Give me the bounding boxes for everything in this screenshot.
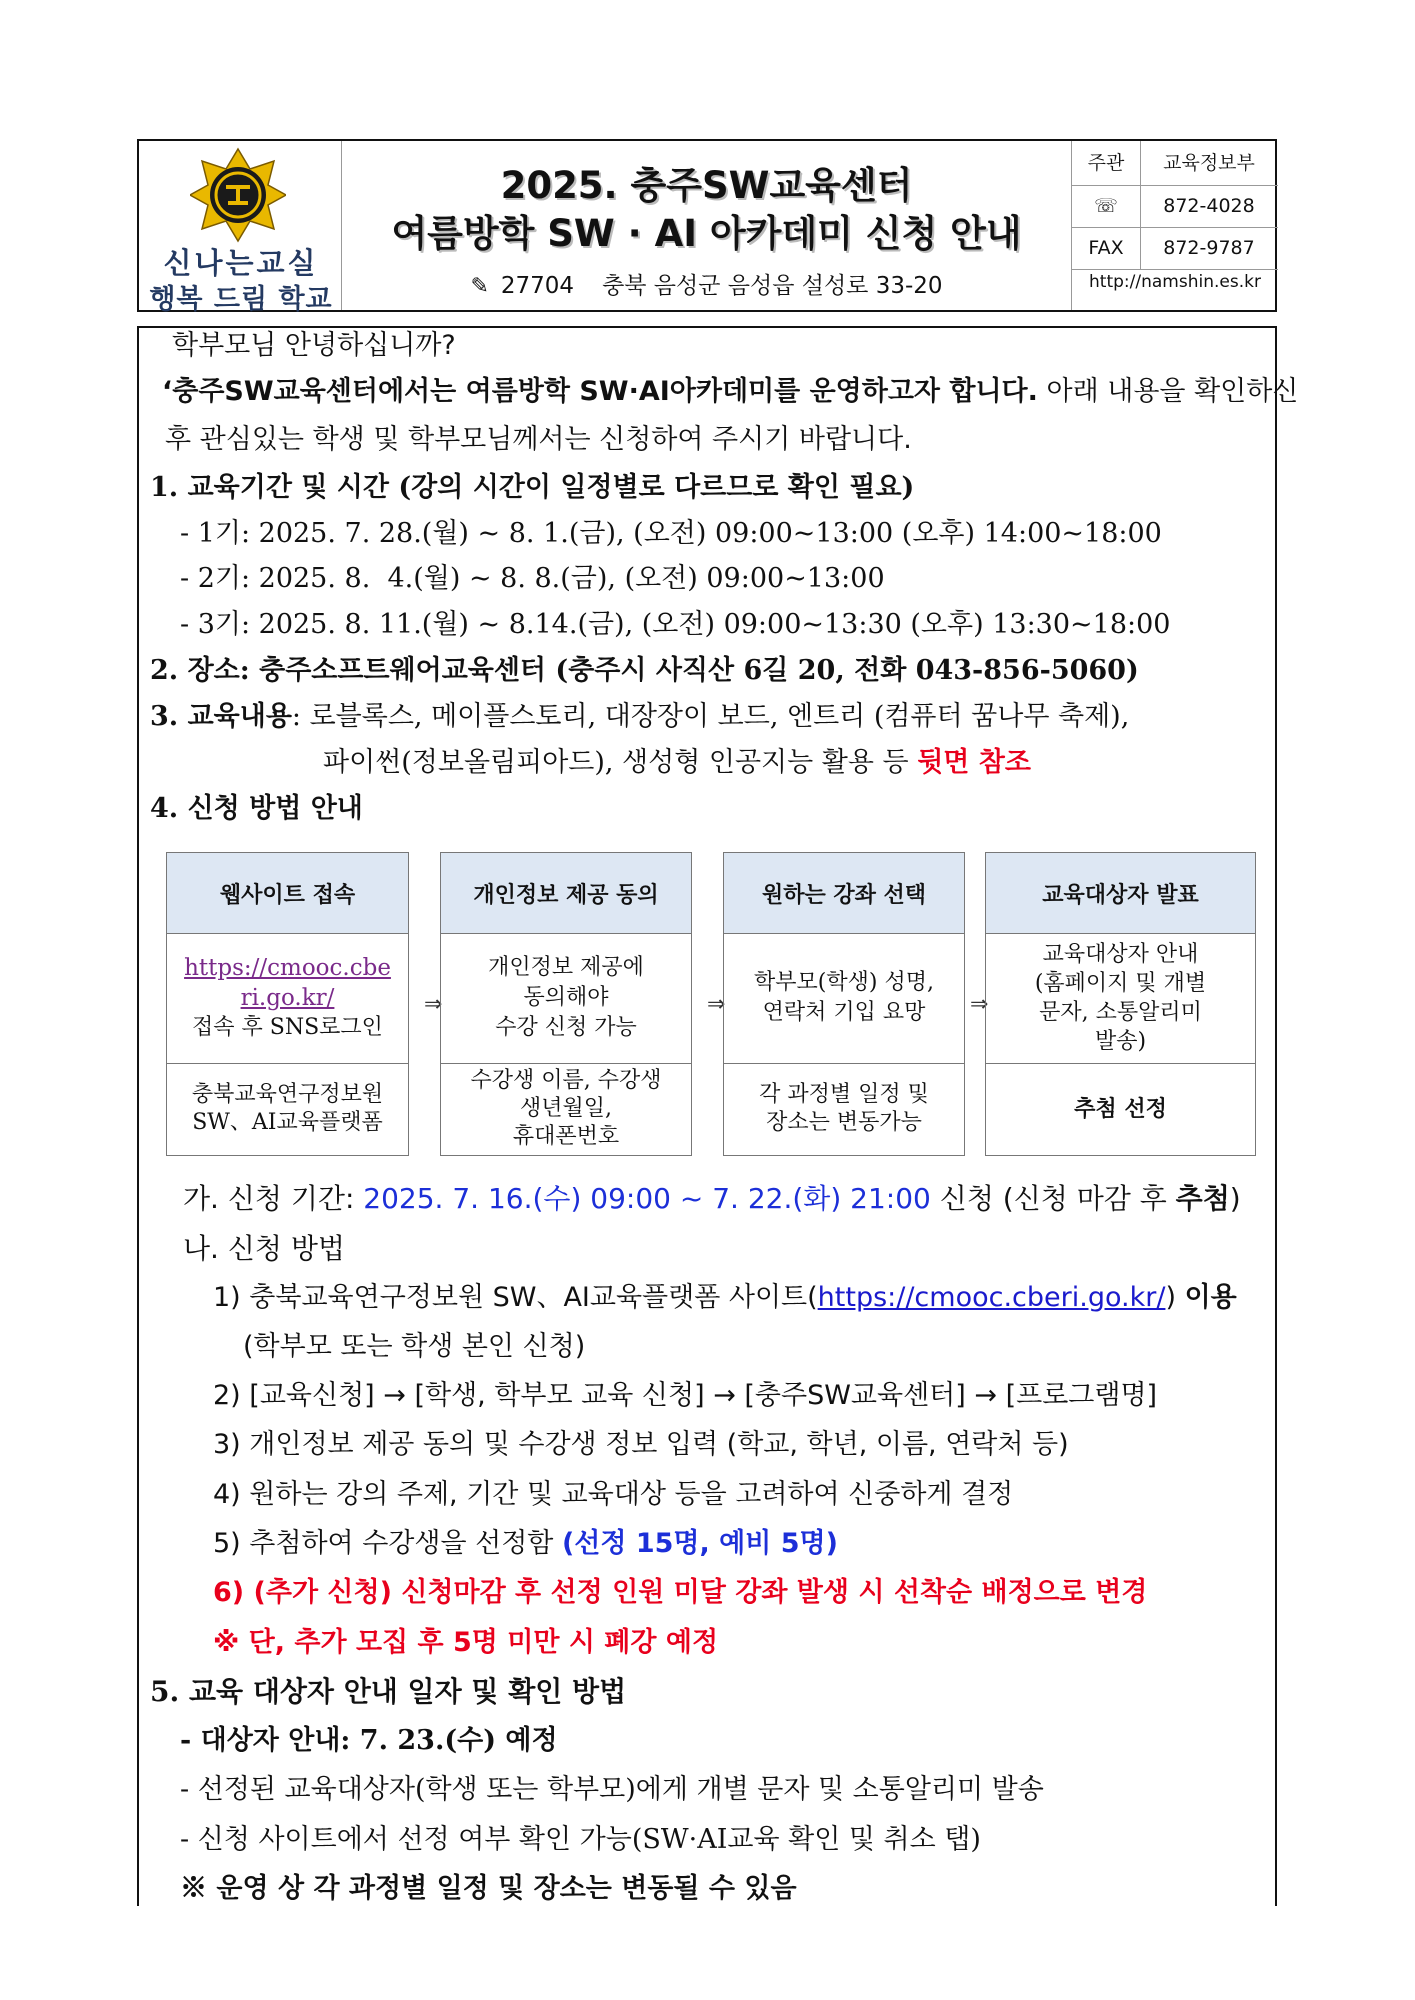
phone-number: 872-4028 (1163, 195, 1255, 217)
schedule-change-note: ※ 운영 상 각 과정별 일정 및 장소는 변동될 수 있음 (180, 1873, 797, 1904)
apply-step-5-text: 5) 추첨하여 수강생을 선정함 (213, 1528, 562, 1559)
flow-step-2-mid-line2: 동의해야 (523, 985, 609, 1010)
fax-label: FAX (1072, 227, 1141, 269)
section1-heading: 1. 교육기간 및 시간 (강의 시간이 일정별로 다르므로 확인 필요) (150, 472, 915, 503)
flow-step-4-bottom-line1: 추첨 선정 (1074, 1096, 1167, 1122)
flow-step-3-mid-line2: 연락처 기입 요망 (762, 1000, 926, 1025)
apply-period-label: 가. 신청 기간: (183, 1182, 364, 1215)
see-back-note: 뒷면 참조 (917, 747, 1031, 778)
flow-step-1-bottom-line2: SW、AI교육플랫폼 (192, 1110, 383, 1135)
postcode: 27704 (500, 273, 575, 299)
flow-step-1-bottom (167, 1063, 408, 1155)
flow-step-4-head: 교육대상자 발표 (986, 853, 1255, 934)
flow-step-2-bottom-line1: 수강생 이름, 수강생 (470, 1068, 662, 1093)
cmooc-site-link[interactable]: https://cmooc.cberi.go.kr/ (817, 1282, 1166, 1313)
section3-label: 3. 교육내용 (150, 701, 292, 732)
phone-row (1072, 185, 1278, 228)
apply-method-heading: 나. 신청 방법 (183, 1232, 345, 1265)
apply-step-6: 6) (추가 신청) 신청마감 후 선정 인원 미달 강좌 발생 시 선착순 배정으로 변경 (213, 1577, 1148, 1608)
logo-text-top: 신나는교실 (163, 246, 319, 280)
flow-step-2-mid (441, 933, 691, 1064)
flow-arrow-2: ⇒ (707, 992, 726, 1017)
flow-step-3-mid (724, 933, 964, 1064)
flow-step-3-bottom-line2: 장소는 변동가능 (766, 1110, 922, 1135)
section3-content2: 파이썬(정보올림피아드), 생성형 인공지능 활용 등 (323, 747, 918, 778)
school-address (342, 267, 1071, 300)
phone-icon: ☏ (1072, 185, 1141, 227)
intro-line1 (162, 376, 1298, 408)
address-text: 충북 음성군 음성읍 설성로 33-20 (602, 273, 943, 299)
apply-period (183, 1183, 1241, 1215)
flow-arrow-1: ⇒ (424, 992, 443, 1017)
flow-step-2-bottom-line3: 휴대폰번호 (512, 1124, 620, 1149)
apply-step-1 (213, 1282, 1237, 1314)
schedule-item-3: - 3기: 2025. 8. 11.(월) ~ 8.14.(금), (오전) 09:00~13:30 (오후) 13:30~18:00 (180, 609, 1171, 640)
document-header (137, 139, 1277, 315)
dept-value: 교육정보부 (1163, 152, 1255, 174)
cmooc-link-part2[interactable]: ri.go.kr/ (240, 985, 335, 1011)
section3-line2 (323, 747, 1031, 779)
check-method: - 신청 사이트에서 선정 여부 확인 가능(SW·AI교육 확인 및 취소 탭) (180, 1824, 981, 1855)
apply-step-1-close: ) (1165, 1282, 1185, 1313)
apply-step-4: 4) 원하는 강의 주제, 기간 및 교육대상 등을 고려하여 신중하게 결정 (213, 1479, 1014, 1510)
flow-step-4-mid-line2: (홈페이지 및 개별 (1034, 971, 1207, 996)
flow-step-2-mid-line1: 개인정보 제공에 (488, 955, 644, 980)
logo-text-bottom: 행복 드림 학교 (149, 284, 333, 315)
intro-line2: 후 관심있는 학생 및 학부모님께서는 신청하여 주시기 바랍니다. (165, 424, 912, 455)
intro-rest: 아래 내용을 확인하신 (1037, 376, 1299, 407)
section3-line1 (150, 701, 1129, 733)
flow-step-select-course (723, 852, 965, 1156)
apply-period-end: ) (1229, 1182, 1241, 1215)
schedule-item-1: - 1기: 2025. 7. 28.(월) ~ 8. 1.(금), (오전) 09:00~13:00 (오후) 14:00~18:00 (180, 518, 1162, 549)
flow-step-1-desc: 접속 후 SNS로그인 (192, 1015, 383, 1040)
selection-count: (선정 15명, 예비 5명) (561, 1528, 838, 1559)
flow-step-3-bottom (724, 1063, 964, 1155)
flow-step-2-bottom-line2: 생년월일, (519, 1096, 612, 1121)
cancellation-note: ※ 단, 추가 모집 후 5명 미만 시 폐강 예정 (213, 1627, 719, 1658)
section5-heading: 5. 교육 대상자 안내 일자 및 확인 방법 (150, 1675, 627, 1708)
flow-step-1-bottom-line1: 충북교육연구정보원 (191, 1082, 384, 1107)
fax-row (1072, 227, 1278, 270)
flow-step-3-bottom-line1: 각 과정별 일정 및 (759, 1082, 929, 1107)
flow-step-1-mid (167, 933, 408, 1064)
greeting: 학부모님 안녕하십니까? (172, 330, 456, 361)
flow-step-2-head: 개인정보 제공 동의 (441, 853, 691, 934)
flow-step-1-head: 웹사이트 접속 (167, 853, 408, 934)
section2-heading: 2. 장소: 충주소프트웨어교육센터 (충주시 사직산 6길 20, 전화 043-856-5060) (150, 655, 1139, 686)
flow-step-3-mid-line1: 학부모(학생) 성명, (754, 970, 934, 995)
flow-step-4-mid-line4: 발송) (1094, 1029, 1147, 1054)
dept-label: 주관 (1072, 141, 1141, 185)
flow-step-consent (440, 852, 692, 1156)
flow-step-4-mid-line1: 교육대상자 안내 (1042, 942, 1199, 967)
announcement-method: - 선정된 교육대상자(학생 또는 학부모)에게 개별 문자 및 소통알리미 발송 (180, 1774, 1044, 1805)
schedule-item-2: - 2기: 2025. 8. 4.(월) ~ 8. 8.(금), (오전) 09:00~13:00 (180, 563, 885, 594)
document-title-line2: 여름방학 SW · AI 아카데미 신청 안내 (391, 212, 1022, 255)
apply-step-1-use: 이용 (1184, 1282, 1237, 1313)
apply-step-1-text: 1) 충북교육연구정보원 SW、AI교육플랫폼 사이트( (213, 1282, 818, 1313)
apply-step-5 (213, 1528, 838, 1560)
school-logo-area (139, 141, 342, 315)
apply-period-value: 2025. 7. 16.(수) 09:00 ~ 7. 22.(화) 21:00 (363, 1182, 931, 1215)
flow-step-2-mid-line3: 수강 신청 가능 (495, 1015, 637, 1040)
document-title-line1: 2025. 충주SW교육센터 (500, 164, 913, 207)
dept-row (1072, 141, 1278, 186)
flow-step-3-head: 원하는 강좌 선택 (724, 853, 964, 934)
cmooc-link-part1[interactable]: https://cmooc.cbe (184, 955, 391, 981)
apply-step-2: 2) [교육신청] → [학생, 학부모 교육 신청] → [충주SW교육센터] → [프로그램명] (213, 1380, 1158, 1411)
flow-step-4-mid-line3: 문자, 소통알리미 (1039, 1000, 1202, 1025)
flow-step-website (166, 852, 409, 1156)
apply-step-1-note: (학부모 또는 학생 본인 신청) (243, 1331, 586, 1362)
fax-number: 872-9787 (1163, 237, 1255, 259)
school-emblem-icon (190, 147, 286, 243)
announcement-date: - 대상자 안내: 7. 23.(수) 예정 (180, 1725, 558, 1756)
section4-heading: 4. 신청 방법 안내 (150, 793, 363, 824)
flow-step-4-mid (986, 933, 1255, 1064)
homepage-link[interactable]: http://namshin.es.kr (1089, 272, 1261, 292)
apply-period-lottery: 추첨 (1175, 1182, 1230, 1215)
flow-step-announcement (985, 852, 1256, 1156)
flow-step-4-bottom (986, 1063, 1255, 1155)
apply-period-rest: 신청 (신청 마감 후 (930, 1182, 1176, 1215)
contact-info (1071, 141, 1278, 310)
section3-content1: : 로블록스, 메이플스토리, 대장장이 보드, 엔트리 (컴퓨터 꿈나무 축제), (291, 701, 1130, 732)
mail-icon: ✎ (470, 274, 489, 299)
flow-step-2-bottom (441, 1063, 691, 1155)
title-area (342, 141, 1071, 310)
intro-bold: ‘충주SW교육센터에서는 여름방학 SW·AI아카데미를 운영하고자 합니다. (162, 376, 1038, 407)
flow-arrow-3: ⇒ (970, 992, 989, 1017)
apply-step-3: 3) 개인정보 제공 동의 및 수강생 정보 입력 (학교, 학년, 이름, 연락처 등) (213, 1429, 1069, 1460)
